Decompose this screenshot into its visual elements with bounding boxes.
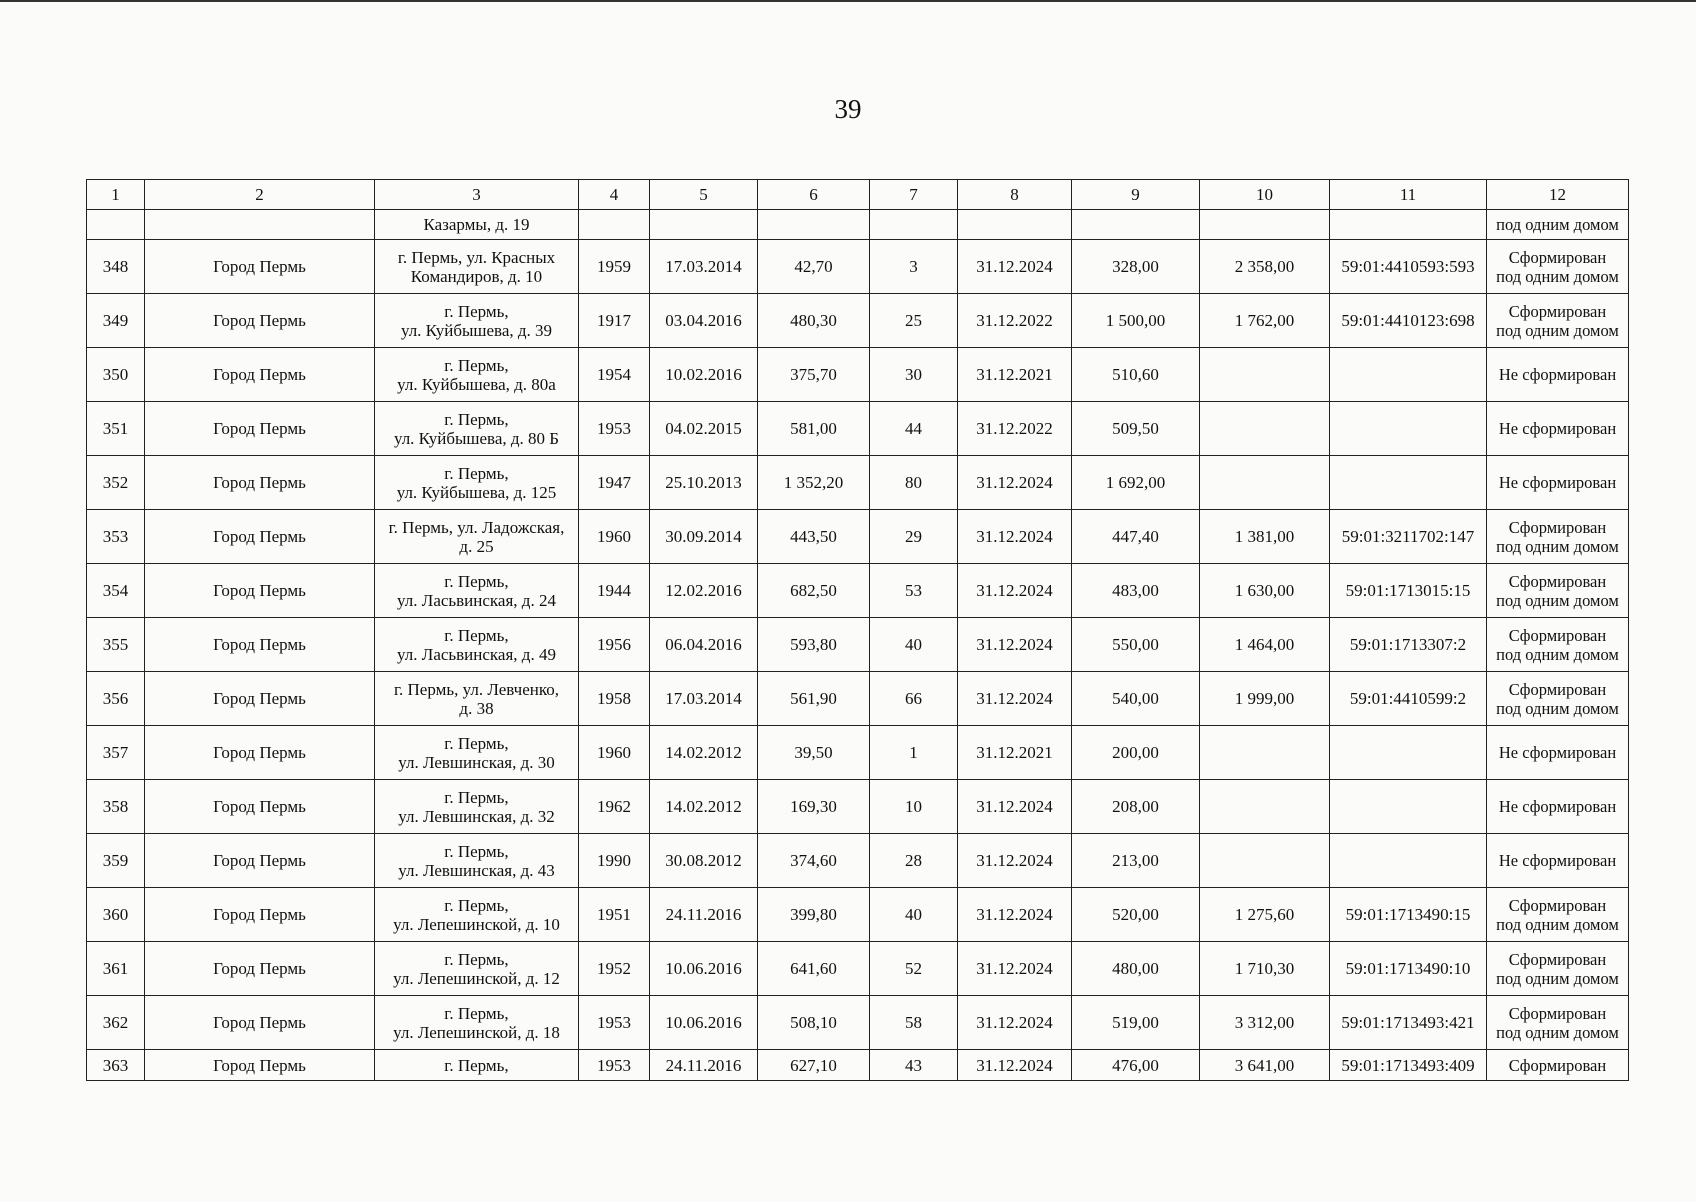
year-cell: 1960	[579, 510, 650, 564]
parcel-area-cell	[1200, 726, 1330, 780]
parcel-area-cell: 1 762,00	[1200, 294, 1330, 348]
land-area-cell: 480,00	[1072, 942, 1200, 996]
year-cell: 1947	[579, 456, 650, 510]
cadastral-number-cell: 59:01:1713490:10	[1330, 942, 1487, 996]
residents-cell: 10	[870, 780, 958, 834]
column-header: 8	[958, 180, 1072, 210]
column-header: 12	[1487, 180, 1629, 210]
cadastral-number-cell: 59:01:4410593:593	[1330, 240, 1487, 294]
municipality-cell: Город Пермь	[145, 294, 375, 348]
year-cell: 1958	[579, 672, 650, 726]
row-number-cell: 359	[87, 834, 145, 888]
status-line: Сформирован	[1508, 301, 1607, 321]
land-area-cell: 540,00	[1072, 672, 1200, 726]
address-line: г. Пермь,	[444, 463, 509, 483]
land-area-cell: 509,50	[1072, 402, 1200, 456]
date-cell: 25.10.2013	[650, 456, 758, 510]
status-line: Сформирован	[1508, 895, 1607, 915]
table-cell	[145, 210, 375, 240]
municipality-cell: Город Пермь	[145, 888, 375, 942]
row-number-cell: 354	[87, 564, 145, 618]
address-cell	[375, 996, 579, 1050]
header-row	[87, 180, 1629, 210]
address-cell	[375, 456, 579, 510]
parcel-area-cell: 1 710,30	[1200, 942, 1330, 996]
status-line: Сформирован	[1508, 1003, 1607, 1023]
address-line: ул. Куйбышева, д. 39	[400, 320, 553, 340]
year-cell: 1944	[579, 564, 650, 618]
address-cell	[375, 348, 579, 402]
column-header: 6	[758, 180, 870, 210]
status-cell: под одним домом	[1487, 210, 1629, 240]
housing-registry-table	[86, 179, 1629, 1081]
status-cell	[1487, 888, 1629, 942]
table-row	[87, 294, 1629, 348]
status-line: под одним домом	[1496, 1022, 1619, 1042]
deadline-cell: 31.12.2024	[958, 942, 1072, 996]
table-row	[87, 564, 1629, 618]
address-line: ул. Левшинская, д. 32	[398, 806, 555, 826]
address-line: г. Пермь, ул. Левченко,	[393, 679, 560, 699]
area-cell: 480,30	[758, 294, 870, 348]
area-cell: 561,90	[758, 672, 870, 726]
residents-cell: 53	[870, 564, 958, 618]
address-cell	[375, 726, 579, 780]
address-cell	[375, 672, 579, 726]
date-cell: 10.02.2016	[650, 348, 758, 402]
parcel-area-cell	[1200, 780, 1330, 834]
column-header: 9	[1072, 180, 1200, 210]
column-header: 10	[1200, 180, 1330, 210]
date-cell: 10.06.2016	[650, 996, 758, 1050]
address-line: г. Пермь,	[444, 301, 509, 321]
deadline-cell: 31.12.2024	[958, 456, 1072, 510]
date-cell: 10.06.2016	[650, 942, 758, 996]
year-cell: 1953	[579, 996, 650, 1050]
municipality-cell: Город Пермь	[145, 456, 375, 510]
address-cell	[375, 510, 579, 564]
status-cell	[1487, 240, 1629, 294]
address-cell	[375, 402, 579, 456]
area-cell: 682,50	[758, 564, 870, 618]
address-line: ул. Ласьвинская, д. 24	[397, 590, 556, 610]
date-cell: 30.09.2014	[650, 510, 758, 564]
residents-cell: 28	[870, 834, 958, 888]
deadline-cell: 31.12.2024	[958, 564, 1072, 618]
table-cell	[758, 210, 870, 240]
parcel-area-cell	[1200, 834, 1330, 888]
address-line: ул. Ласьвинская, д. 49	[397, 644, 556, 664]
deadline-cell: 31.12.2024	[958, 1050, 1072, 1081]
address-line: г. Пермь,	[444, 841, 509, 861]
address-line: Командиров, д. 10	[410, 266, 543, 286]
address-cell	[375, 888, 579, 942]
status-cell	[1487, 618, 1629, 672]
address-line: д. 38	[459, 698, 494, 718]
table-row	[87, 348, 1629, 402]
address-line: г. Пермь,	[444, 895, 509, 915]
status-line: Сформирован	[1508, 949, 1607, 969]
year-cell: 1954	[579, 348, 650, 402]
parcel-area-cell: 1 999,00	[1200, 672, 1330, 726]
land-area-cell: 476,00	[1072, 1050, 1200, 1081]
year-cell: 1962	[579, 780, 650, 834]
date-cell: 12.02.2016	[650, 564, 758, 618]
residents-cell: 58	[870, 996, 958, 1050]
municipality-cell: Город Пермь	[145, 240, 375, 294]
municipality-cell: Город Пермь	[145, 402, 375, 456]
status-cell	[1487, 996, 1629, 1050]
residents-cell: 44	[870, 402, 958, 456]
cadastral-number-cell	[1330, 780, 1487, 834]
area-cell: 641,60	[758, 942, 870, 996]
parcel-area-cell	[1200, 456, 1330, 510]
address-line: г. Пермь,	[444, 949, 509, 969]
address-line: г. Пермь,	[444, 409, 509, 429]
status-line: под одним домом	[1496, 644, 1619, 664]
address-cell: Казармы, д. 19	[375, 210, 579, 240]
area-cell: 627,10	[758, 1050, 870, 1081]
date-cell: 30.08.2012	[650, 834, 758, 888]
date-cell: 17.03.2014	[650, 672, 758, 726]
address-line: ул. Куйбышева, д. 80а	[397, 374, 556, 394]
address-line: ул. Куйбышева, д. 80 Б	[393, 428, 560, 448]
address-line: ул. Левшинская, д. 30	[398, 752, 555, 772]
row-number-cell: 360	[87, 888, 145, 942]
deadline-cell: 31.12.2021	[958, 726, 1072, 780]
land-area-cell: 1 500,00	[1072, 294, 1200, 348]
year-cell: 1960	[579, 726, 650, 780]
table-row	[87, 780, 1629, 834]
table-row	[87, 726, 1629, 780]
row-number-cell: 350	[87, 348, 145, 402]
residents-cell: 43	[870, 1050, 958, 1081]
address-cell	[375, 618, 579, 672]
area-cell: 443,50	[758, 510, 870, 564]
address-line: г. Пермь, ул. Ладожская,	[388, 517, 565, 537]
area-cell: 169,30	[758, 780, 870, 834]
row-number-cell: 348	[87, 240, 145, 294]
status-cell	[1487, 942, 1629, 996]
status-line: под одним домом	[1496, 698, 1619, 718]
municipality-cell: Город Пермь	[145, 510, 375, 564]
address-cell: г. Пермь,	[375, 1050, 579, 1081]
parcel-area-cell: 1 275,60	[1200, 888, 1330, 942]
address-line: ул. Левшинская, д. 43	[398, 860, 555, 880]
cadastral-number-cell: 59:01:1713493:421	[1330, 996, 1487, 1050]
table-cell	[1330, 210, 1487, 240]
land-area-cell: 200,00	[1072, 726, 1200, 780]
address-cell	[375, 780, 579, 834]
cadastral-number-cell	[1330, 834, 1487, 888]
table-row	[87, 402, 1629, 456]
deadline-cell: 31.12.2024	[958, 834, 1072, 888]
row-number-cell: 349	[87, 294, 145, 348]
row-number-cell: 352	[87, 456, 145, 510]
continuation-row	[87, 210, 1629, 240]
address-cell	[375, 942, 579, 996]
municipality-cell: Город Пермь	[145, 1050, 375, 1081]
status-line: под одним домом	[1496, 914, 1619, 934]
year-cell: 1952	[579, 942, 650, 996]
parcel-area-cell	[1200, 402, 1330, 456]
residents-cell: 1	[870, 726, 958, 780]
municipality-cell: Город Пермь	[145, 834, 375, 888]
residents-cell: 29	[870, 510, 958, 564]
page-number: 39	[834, 94, 862, 124]
residents-cell: 40	[870, 888, 958, 942]
parcel-area-cell: 1 464,00	[1200, 618, 1330, 672]
status-line: Сформирован	[1508, 247, 1607, 267]
parcel-area-cell: 1 630,00	[1200, 564, 1330, 618]
address-line: г. Пермь,	[444, 1003, 509, 1023]
municipality-cell: Город Пермь	[145, 726, 375, 780]
year-cell: 1917	[579, 294, 650, 348]
deadline-cell: 31.12.2022	[958, 402, 1072, 456]
land-area-cell: 483,00	[1072, 564, 1200, 618]
date-cell: 17.03.2014	[650, 240, 758, 294]
table-cell	[1200, 210, 1330, 240]
parcel-area-cell: 2 358,00	[1200, 240, 1330, 294]
land-area-cell: 519,00	[1072, 996, 1200, 1050]
address-line: ул. Куйбышева, д. 125	[396, 482, 557, 502]
date-cell: 03.04.2016	[650, 294, 758, 348]
cadastral-number-cell: 59:01:4410599:2	[1330, 672, 1487, 726]
status-cell: Не сформирован	[1487, 402, 1629, 456]
table-row	[87, 942, 1629, 996]
land-area-cell: 510,60	[1072, 348, 1200, 402]
address-line: г. Пермь,	[444, 787, 509, 807]
cadastral-number-cell	[1330, 726, 1487, 780]
area-cell: 593,80	[758, 618, 870, 672]
table-row	[87, 456, 1629, 510]
residents-cell: 25	[870, 294, 958, 348]
status-line: под одним домом	[1496, 320, 1619, 340]
status-line: Сформирован	[1508, 679, 1607, 699]
cadastral-number-cell: 59:01:3211702:147	[1330, 510, 1487, 564]
address-line: ул. Лепешинской, д. 18	[393, 1022, 560, 1042]
status-cell: Не сформирован	[1487, 348, 1629, 402]
land-area-cell: 213,00	[1072, 834, 1200, 888]
table-row	[87, 834, 1629, 888]
column-header: 11	[1330, 180, 1487, 210]
area-cell: 581,00	[758, 402, 870, 456]
date-cell: 24.11.2016	[650, 888, 758, 942]
municipality-cell: Город Пермь	[145, 618, 375, 672]
deadline-cell: 31.12.2022	[958, 294, 1072, 348]
year-cell: 1990	[579, 834, 650, 888]
land-area-cell: 208,00	[1072, 780, 1200, 834]
deadline-cell: 31.12.2024	[958, 672, 1072, 726]
year-cell: 1951	[579, 888, 650, 942]
address-line: г. Пермь,	[444, 355, 509, 375]
cadastral-number-cell: 59:01:1713307:2	[1330, 618, 1487, 672]
status-line: Сформирован	[1508, 571, 1607, 591]
residents-cell: 30	[870, 348, 958, 402]
municipality-cell: Город Пермь	[145, 672, 375, 726]
cadastral-number-cell	[1330, 348, 1487, 402]
table-cell	[87, 210, 145, 240]
date-cell: 14.02.2012	[650, 726, 758, 780]
cadastral-number-cell: 59:01:1713493:409	[1330, 1050, 1487, 1081]
table-row	[87, 510, 1629, 564]
area-cell: 42,70	[758, 240, 870, 294]
residents-cell: 40	[870, 618, 958, 672]
status-line: под одним домом	[1496, 536, 1619, 556]
column-header: 5	[650, 180, 758, 210]
table-cell	[1072, 210, 1200, 240]
land-area-cell: 328,00	[1072, 240, 1200, 294]
status-line: Сформирован	[1508, 517, 1607, 537]
date-cell: 04.02.2015	[650, 402, 758, 456]
deadline-cell: 31.12.2024	[958, 618, 1072, 672]
table-cell	[870, 210, 958, 240]
residents-cell: 66	[870, 672, 958, 726]
land-area-cell: 1 692,00	[1072, 456, 1200, 510]
table-row	[87, 1050, 1629, 1081]
residents-cell: 80	[870, 456, 958, 510]
status-cell: Не сформирован	[1487, 726, 1629, 780]
column-header: 7	[870, 180, 958, 210]
status-cell	[1487, 510, 1629, 564]
residents-cell: 52	[870, 942, 958, 996]
cadastral-number-cell	[1330, 402, 1487, 456]
status-line: под одним домом	[1496, 266, 1619, 286]
address-line: ул. Лепешинской, д. 10	[393, 914, 560, 934]
status-cell: Не сформирован	[1487, 456, 1629, 510]
area-cell: 508,10	[758, 996, 870, 1050]
area-cell: 374,60	[758, 834, 870, 888]
parcel-area-cell: 3 312,00	[1200, 996, 1330, 1050]
parcel-area-cell: 1 381,00	[1200, 510, 1330, 564]
row-number-cell: 358	[87, 780, 145, 834]
row-number-cell: 363	[87, 1050, 145, 1081]
table-cell	[958, 210, 1072, 240]
deadline-cell: 31.12.2024	[958, 888, 1072, 942]
status-cell	[1487, 294, 1629, 348]
row-number-cell: 357	[87, 726, 145, 780]
land-area-cell: 520,00	[1072, 888, 1200, 942]
deadline-cell: 31.12.2024	[958, 240, 1072, 294]
cadastral-number-cell: 59:01:1713490:15	[1330, 888, 1487, 942]
address-line: д. 25	[459, 536, 494, 556]
row-number-cell: 362	[87, 996, 145, 1050]
column-header: 3	[375, 180, 579, 210]
row-number-cell: 353	[87, 510, 145, 564]
cadastral-number-cell: 59:01:1713015:15	[1330, 564, 1487, 618]
address-line: ул. Лепешинской, д. 12	[393, 968, 560, 988]
table-row	[87, 996, 1629, 1050]
status-line: под одним домом	[1496, 968, 1619, 988]
column-header: 2	[145, 180, 375, 210]
row-number-cell: 351	[87, 402, 145, 456]
status-cell	[1487, 564, 1629, 618]
area-cell: 375,70	[758, 348, 870, 402]
address-cell	[375, 834, 579, 888]
column-header: 4	[579, 180, 650, 210]
address-cell	[375, 240, 579, 294]
deadline-cell: 31.12.2024	[958, 780, 1072, 834]
address-line: г. Пермь, ул. Красных	[397, 247, 556, 267]
date-cell: 06.04.2016	[650, 618, 758, 672]
year-cell: 1953	[579, 402, 650, 456]
municipality-cell: Город Пермь	[145, 942, 375, 996]
area-cell: 39,50	[758, 726, 870, 780]
status-cell: Не сформирован	[1487, 834, 1629, 888]
parcel-area-cell	[1200, 348, 1330, 402]
table-cell	[650, 210, 758, 240]
table-row	[87, 618, 1629, 672]
date-cell: 14.02.2012	[650, 780, 758, 834]
area-cell: 1 352,20	[758, 456, 870, 510]
residents-cell: 3	[870, 240, 958, 294]
year-cell: 1956	[579, 618, 650, 672]
parcel-area-cell: 3 641,00	[1200, 1050, 1330, 1081]
address-line: г. Пермь,	[444, 625, 509, 645]
address-cell	[375, 564, 579, 618]
year-cell: 1959	[579, 240, 650, 294]
land-area-cell: 447,40	[1072, 510, 1200, 564]
deadline-cell: 31.12.2024	[958, 996, 1072, 1050]
date-cell: 24.11.2016	[650, 1050, 758, 1081]
address-line: г. Пермь,	[444, 571, 509, 591]
deadline-cell: 31.12.2024	[958, 510, 1072, 564]
row-number-cell: 361	[87, 942, 145, 996]
table-cell	[579, 210, 650, 240]
row-number-cell: 356	[87, 672, 145, 726]
table-row	[87, 888, 1629, 942]
area-cell: 399,80	[758, 888, 870, 942]
table-row	[87, 672, 1629, 726]
table-row	[87, 240, 1629, 294]
column-header: 1	[87, 180, 145, 210]
deadline-cell: 31.12.2021	[958, 348, 1072, 402]
municipality-cell: Город Пермь	[145, 996, 375, 1050]
status-line: Сформирован	[1508, 625, 1607, 645]
municipality-cell: Город Пермь	[145, 780, 375, 834]
status-cell: Сформирован	[1487, 1050, 1629, 1081]
land-area-cell: 550,00	[1072, 618, 1200, 672]
cadastral-number-cell: 59:01:4410123:698	[1330, 294, 1487, 348]
year-cell: 1953	[579, 1050, 650, 1081]
status-cell	[1487, 672, 1629, 726]
status-line: под одним домом	[1496, 590, 1619, 610]
status-cell: Не сформирован	[1487, 780, 1629, 834]
row-number-cell: 355	[87, 618, 145, 672]
address-line: г. Пермь,	[444, 733, 509, 753]
municipality-cell: Город Пермь	[145, 348, 375, 402]
address-cell	[375, 294, 579, 348]
cadastral-number-cell	[1330, 456, 1487, 510]
municipality-cell: Город Пермь	[145, 564, 375, 618]
